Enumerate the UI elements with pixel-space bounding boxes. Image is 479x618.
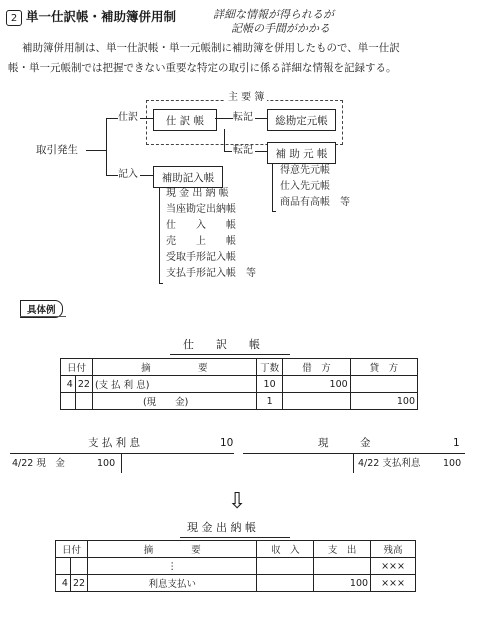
description-line-2: 帳・単一元帳制では把握できない重要な特定の取引に係る詳細な情報を記録する。: [8, 62, 397, 74]
journal-desc: (支 払 利 息): [92, 376, 256, 393]
cashbook-desc: 利息支払い: [88, 575, 257, 592]
cashbook-expense: 100: [314, 575, 371, 592]
cashbook-month: 4: [56, 575, 71, 592]
t-account-1-name: 支 払 利 息: [88, 437, 141, 449]
main-books-label: 主 要 簿: [225, 93, 267, 103]
journal-header-ref: 丁数: [256, 359, 283, 376]
journal-header-row: [61, 359, 418, 376]
down-arrow-icon: ⇩: [228, 489, 247, 514]
section-title: 単一仕訳帳・補助簿併用制: [26, 9, 177, 24]
branch-journal-label: 仕訳: [118, 112, 138, 123]
sub-ledger-item-2: 仕入先元帳: [280, 181, 330, 192]
journal-day: 22: [75, 376, 92, 393]
journal-debit: [283, 393, 350, 410]
journal-month: 4: [61, 376, 76, 393]
sub-ledger-box: [267, 142, 336, 164]
cashbook-header-row: [56, 541, 416, 558]
cashbook-expense: [314, 558, 371, 575]
journal-day: [75, 393, 92, 410]
journal-debit: 100: [283, 376, 350, 393]
general-ledger-box: [267, 109, 336, 131]
cashbook-income: [257, 558, 314, 575]
journal-ref: 1: [256, 393, 283, 410]
t-account-2-name: 現 金: [318, 437, 371, 449]
journal-header-desc: 摘 要: [92, 359, 256, 376]
transfer-label-1: 転記: [233, 112, 253, 123]
table-row: [56, 558, 416, 575]
journal-header-debit: 借 方: [283, 359, 350, 376]
journal-book-box: [153, 109, 217, 131]
sub-journal-item-3: 仕 入 帳: [166, 220, 236, 231]
table-row: [61, 376, 418, 393]
sub-journal-item-2: 当座勘定出納帳: [166, 204, 236, 215]
cashbook-desc: ⋮: [88, 558, 257, 575]
example-tag: 具体例: [20, 300, 63, 318]
journal-month: [61, 393, 76, 410]
handwritten-note-1: 詳細な情報が得られるが: [213, 8, 334, 21]
cashbook-header-balance: 残高: [371, 541, 416, 558]
section-number: 2: [6, 10, 22, 26]
journal-header-credit: 貸 方: [350, 359, 417, 376]
sub-journal-box: [153, 166, 223, 188]
journal-credit: 100: [350, 393, 417, 410]
cashbook-income: [257, 575, 314, 592]
cashbook-day: 22: [70, 575, 87, 592]
journal-header-date: 日付: [61, 359, 93, 376]
journal-title: 仕 訳 帳: [183, 338, 260, 351]
sub-journal-label: 補助記入帳: [161, 171, 215, 184]
branch-record-label: 記入: [118, 169, 138, 180]
t-account-1-number: 10: [220, 437, 234, 449]
cashbook-table: [55, 540, 416, 592]
cashbook-header-date: 日付: [56, 541, 88, 558]
general-ledger-label: 総勘定元帳: [275, 114, 328, 127]
origin-label: 取引発生: [36, 144, 78, 156]
table-row: [56, 575, 416, 592]
description-line-1: 補助簿併用制は、単一仕訳帳・単一元帳制に補助簿を併用したもので、単一仕訳: [22, 42, 400, 54]
handwritten-note-2: 記帳の手間がかかる: [231, 22, 330, 35]
cashbook-day: [70, 558, 87, 575]
sub-journal-item-4: 売 上 帳: [166, 236, 236, 247]
transfer-label-2: 転記: [233, 145, 253, 156]
journal-table: [60, 358, 418, 410]
cashbook-header-desc: 摘 要: [88, 541, 257, 558]
journal-ref: 10: [256, 376, 283, 393]
sub-ledger-label: 補 助 元 帳: [275, 147, 328, 160]
sub-journal-item-1: 現 金 出 納 帳: [166, 188, 229, 199]
t-account-1-left-amount: 100: [97, 458, 116, 469]
table-row: [61, 393, 418, 410]
sub-journal-item-5: 受取手形記入帳: [166, 252, 236, 263]
sub-ledger-item-3: 商品有高帳 等: [280, 197, 350, 208]
t-account-2-right-entry: 4/22 支払利息: [358, 458, 421, 469]
cashbook-balance: ×××: [371, 575, 416, 592]
journal-desc: (現 金): [92, 393, 256, 410]
cashbook-title: 現 金 出 納 帳: [187, 521, 256, 534]
cashbook-header-expense: 支 出: [314, 541, 371, 558]
journal-book-label: 仕 訳 帳: [165, 114, 205, 127]
sub-ledger-item-1: 得意先元帳: [280, 165, 330, 176]
t-account-2-right-amount: 100: [443, 458, 462, 469]
cashbook-month: [56, 558, 71, 575]
journal-credit: [350, 376, 417, 393]
t-account-2-number: 1: [453, 437, 460, 449]
cashbook-balance: ×××: [371, 558, 416, 575]
sub-journal-item-6: 支払手形記入帳 等: [166, 268, 256, 279]
cashbook-header-income: 収 入: [257, 541, 314, 558]
t-account-1-left-entry: 4/22 現 金: [12, 458, 65, 469]
